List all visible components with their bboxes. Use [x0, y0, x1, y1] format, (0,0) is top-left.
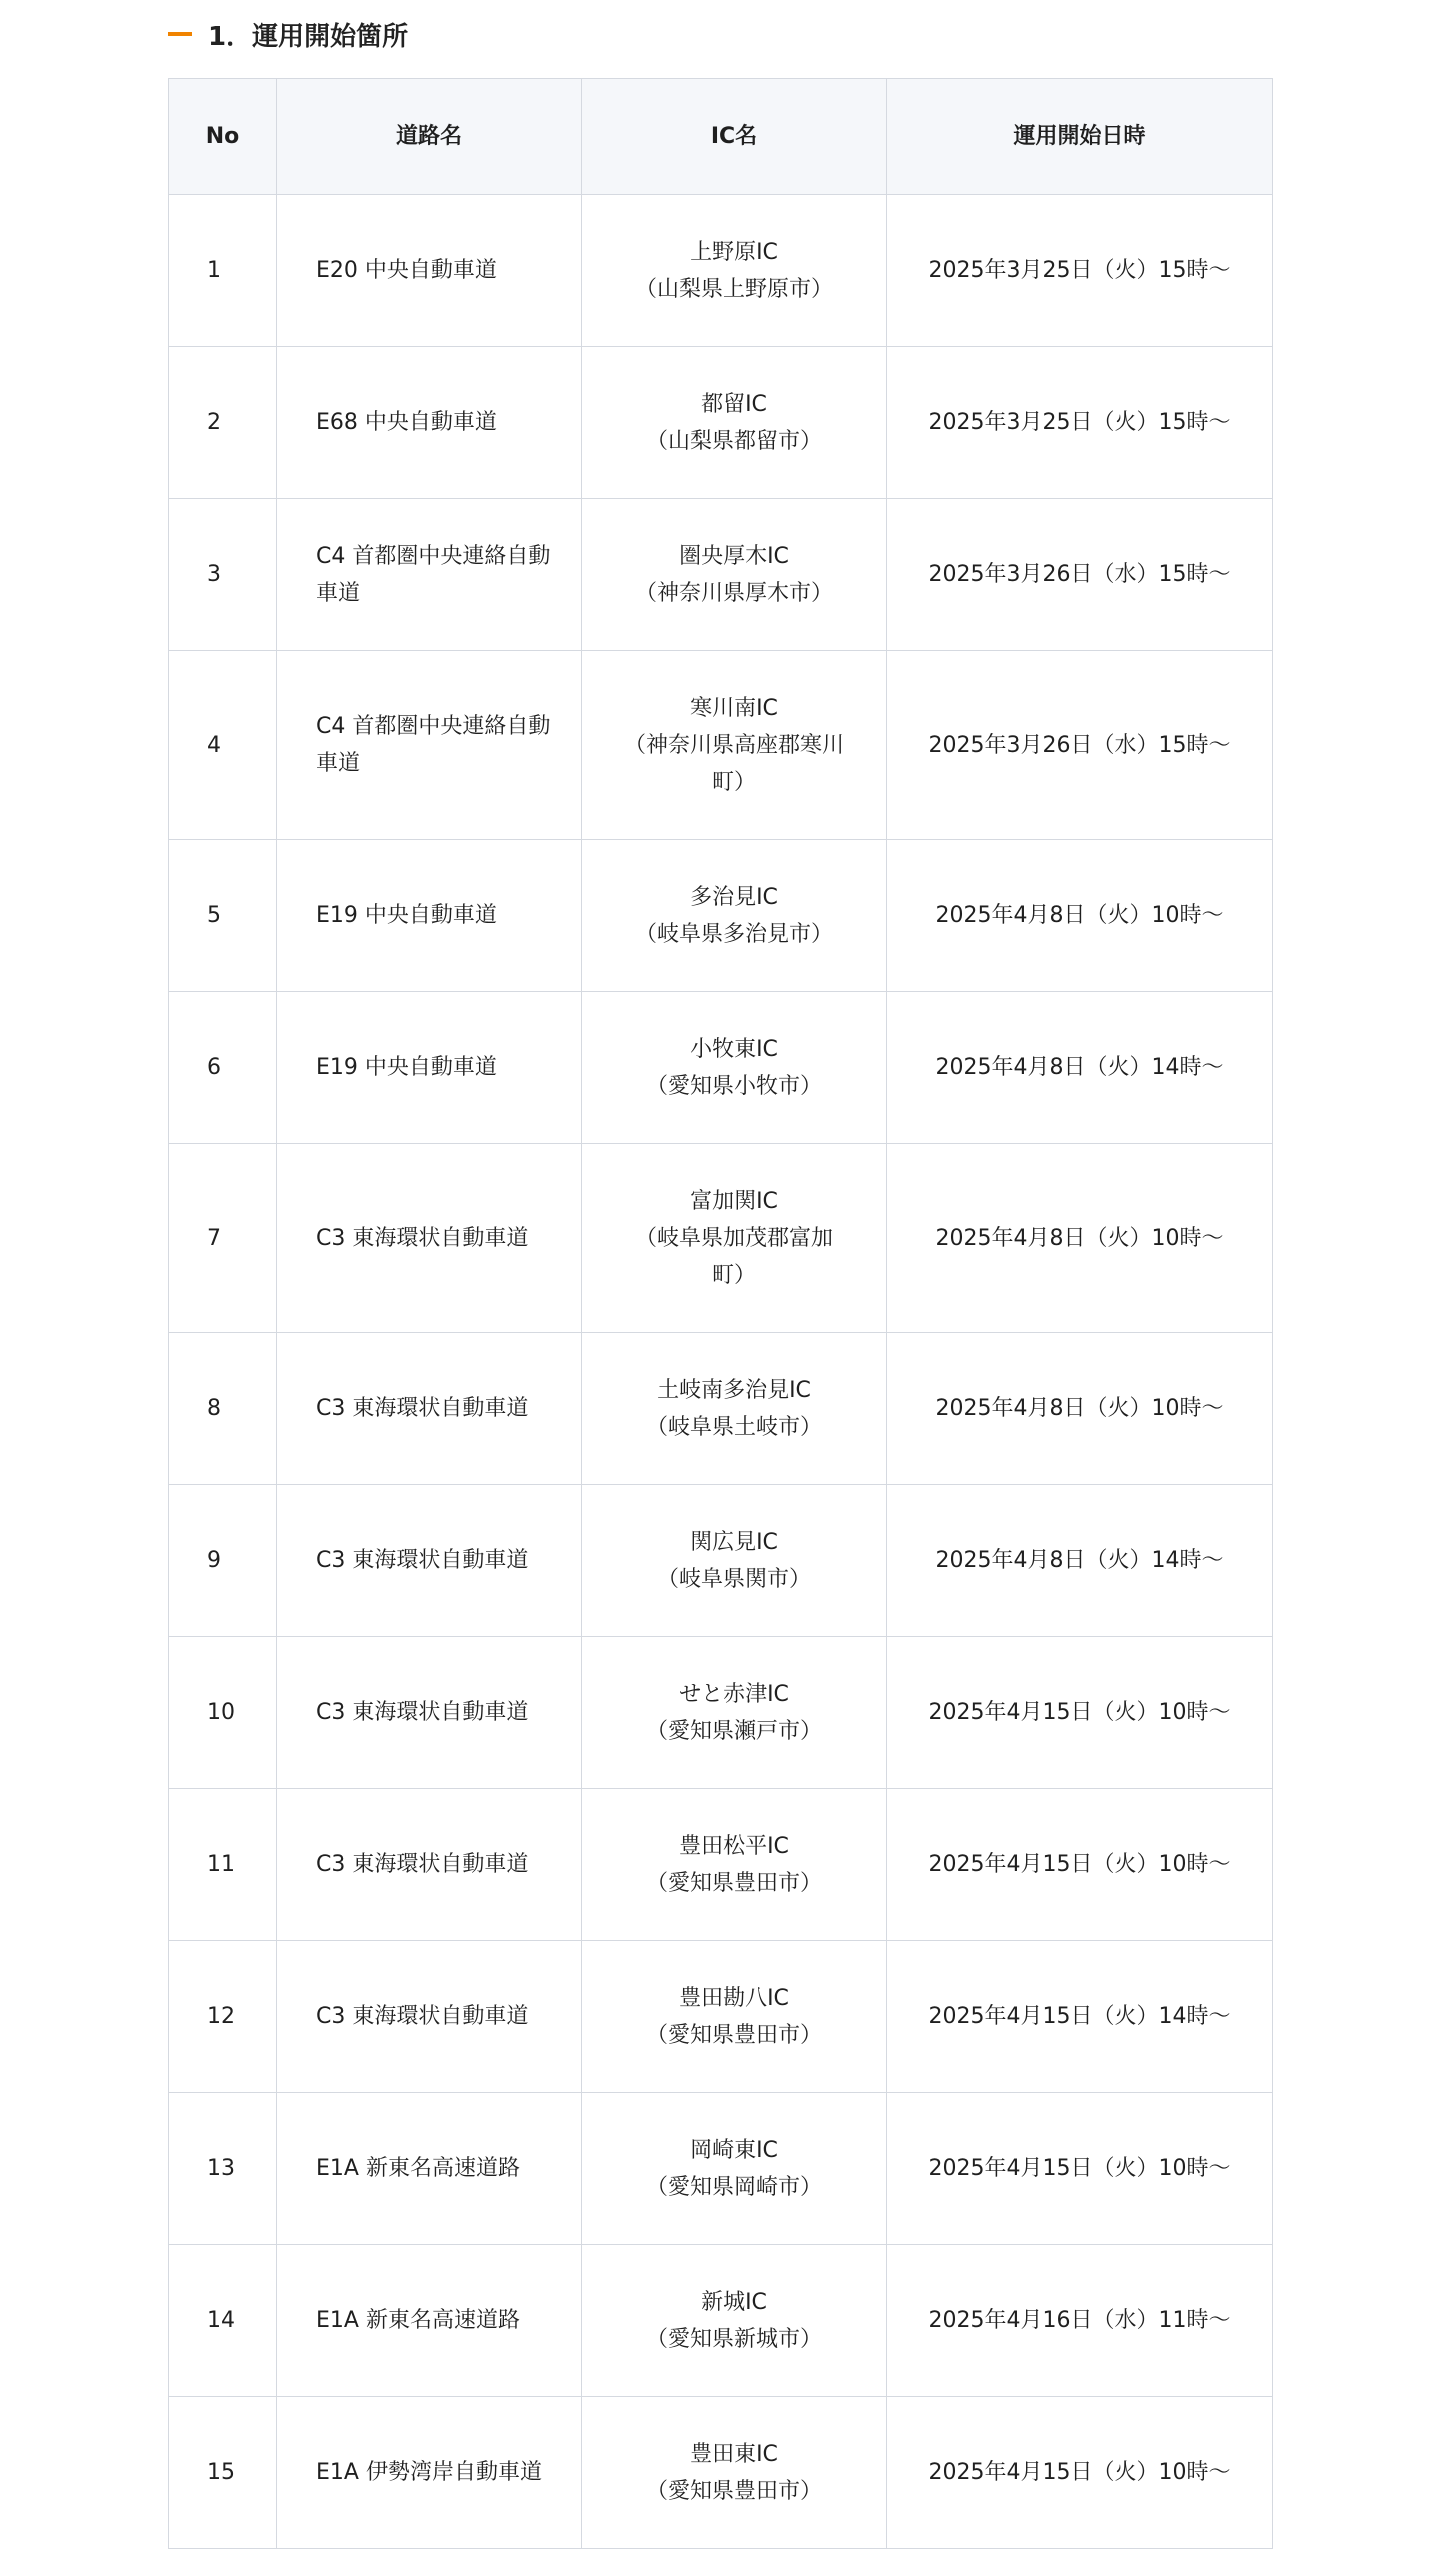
ic-location: （神奈川県高座郡寒川町） — [623, 732, 844, 795]
cell-road-name: C4 首都圏中央連絡自動車道 — [277, 651, 582, 840]
cell-no: 3 — [169, 499, 277, 651]
cell-ic — [582, 1637, 887, 1789]
ic-name: 豊田東IC — [690, 2441, 778, 2467]
cell-road-name: C3 東海環状自動車道 — [277, 1637, 582, 1789]
cell-no: 14 — [169, 2245, 277, 2397]
cell-road-name: E1A 伊勢湾岸自動車道 — [277, 2397, 582, 2549]
cell-start-datetime: 2025年4月15日（火）10時～ — [887, 1637, 1273, 1789]
ic-location: （愛知県小牧市） — [645, 1073, 822, 1099]
cell-no: 2 — [169, 347, 277, 499]
cell-start-datetime: 2025年4月8日（火）10時～ — [887, 1333, 1273, 1485]
section-title: 1．運用開始箇所 — [208, 21, 409, 52]
ic-name: 岡崎東IC — [690, 2137, 778, 2163]
cell-no: 9 — [169, 1485, 277, 1637]
ic-location: （愛知県岡崎市） — [645, 2174, 822, 2200]
cell-road-name: E68 中央自動車道 — [277, 347, 582, 499]
ic-location: （岐阜県土岐市） — [645, 1414, 822, 1440]
ic-name: 小牧東IC — [690, 1036, 778, 1062]
cell-ic — [582, 347, 887, 499]
cell-no: 11 — [169, 1789, 277, 1941]
ic-name: 豊田勘八IC — [679, 1985, 789, 2011]
cell-ic — [582, 1789, 887, 1941]
cell-ic — [582, 840, 887, 992]
table-row — [169, 1333, 1273, 1485]
ic-location: （山梨県上野原市） — [634, 276, 833, 302]
table-header-row — [169, 79, 1273, 195]
cell-road-name: E20 中央自動車道 — [277, 195, 582, 347]
cell-ic — [582, 1485, 887, 1637]
table-row — [169, 1789, 1273, 1941]
ic-name: 富加関IC — [690, 1188, 778, 1214]
cell-no: 13 — [169, 2093, 277, 2245]
cell-no: 10 — [169, 1637, 277, 1789]
cell-road-name: C4 首都圏中央連絡自動車道 — [277, 499, 582, 651]
cell-start-datetime: 2025年4月8日（火）14時～ — [887, 992, 1273, 1144]
ic-name: 都留IC — [701, 391, 767, 417]
table-row — [169, 992, 1273, 1144]
cell-ic — [582, 499, 887, 651]
table-row — [169, 651, 1273, 840]
cell-road-name: C3 東海環状自動車道 — [277, 1485, 582, 1637]
header-start: 運用開始日時 — [887, 79, 1273, 195]
ic-name: 圏央厚木IC — [679, 543, 789, 569]
ic-location: （愛知県豊田市） — [645, 2022, 822, 2048]
ic-name: 新城IC — [701, 2289, 767, 2315]
cell-start-datetime: 2025年4月15日（火）10時～ — [887, 2397, 1273, 2549]
ic-location: （岐阜県関市） — [656, 1566, 811, 1592]
ic-name: せと赤津IC — [679, 1681, 789, 1707]
ic-name: 上野原IC — [690, 239, 778, 265]
cell-ic — [582, 1941, 887, 2093]
table-row — [169, 1485, 1273, 1637]
cell-start-datetime: 2025年4月15日（火）14時～ — [887, 1941, 1273, 2093]
ic-name: 多治見IC — [690, 884, 778, 910]
cell-start-datetime: 2025年3月26日（水）15時～ — [887, 499, 1273, 651]
ic-location: （愛知県瀬戸市） — [645, 1718, 822, 1744]
ic-name: 関広見IC — [690, 1529, 778, 1555]
heading-accent-bar — [168, 32, 192, 36]
cell-road-name: E1A 新東名高速道路 — [277, 2245, 582, 2397]
cell-ic — [582, 2093, 887, 2245]
ic-location: （愛知県豊田市） — [645, 1870, 822, 1896]
cell-road-name: C3 東海環状自動車道 — [277, 1789, 582, 1941]
cell-road-name: E19 中央自動車道 — [277, 840, 582, 992]
cell-road-name: C3 東海環状自動車道 — [277, 1144, 582, 1333]
cell-start-datetime: 2025年4月15日（火）10時～ — [887, 1789, 1273, 1941]
table-row — [169, 347, 1273, 499]
cell-start-datetime: 2025年3月26日（水）15時～ — [887, 651, 1273, 840]
cell-no: 12 — [169, 1941, 277, 2093]
cell-no: 7 — [169, 1144, 277, 1333]
cell-no: 6 — [169, 992, 277, 1144]
table-row — [169, 840, 1273, 992]
cell-ic — [582, 2245, 887, 2397]
cell-road-name: C3 東海環状自動車道 — [277, 1333, 582, 1485]
table-row — [169, 195, 1273, 347]
header-road: 道路名 — [277, 79, 582, 195]
cell-no: 15 — [169, 2397, 277, 2549]
cell-ic — [582, 992, 887, 1144]
cell-ic — [582, 195, 887, 347]
cell-road-name: C3 東海環状自動車道 — [277, 1941, 582, 2093]
cell-start-datetime: 2025年4月16日（水）11時～ — [887, 2245, 1273, 2397]
cell-start-datetime: 2025年4月8日（火）10時～ — [887, 1144, 1273, 1333]
ic-name: 寒川南IC — [690, 695, 778, 721]
cell-no: 5 — [169, 840, 277, 992]
ic-location: （神奈川県厚木市） — [634, 580, 833, 606]
cell-ic — [582, 2397, 887, 2549]
table-row — [169, 1941, 1273, 2093]
ic-location: （岐阜県加茂郡富加町） — [634, 1225, 833, 1288]
table-row — [169, 499, 1273, 651]
cell-start-datetime: 2025年4月8日（火）14時～ — [887, 1485, 1273, 1637]
cell-ic — [582, 1144, 887, 1333]
cell-ic — [582, 1333, 887, 1485]
ic-location: （山梨県都留市） — [645, 428, 822, 454]
ic-name: 豊田松平IC — [679, 1833, 789, 1859]
table-row — [169, 1637, 1273, 1789]
header-ic: IC名 — [582, 79, 887, 195]
ic-location: （愛知県新城市） — [645, 2326, 822, 2352]
cell-road-name: E1A 新東名高速道路 — [277, 2093, 582, 2245]
cell-no: 8 — [169, 1333, 277, 1485]
cell-no: 4 — [169, 651, 277, 840]
cell-start-datetime: 2025年4月15日（火）10時～ — [887, 2093, 1273, 2245]
cell-start-datetime: 2025年4月8日（火）10時～ — [887, 840, 1273, 992]
cell-road-name: E19 中央自動車道 — [277, 992, 582, 1144]
ic-location: （岐阜県多治見市） — [634, 921, 833, 947]
table-row — [169, 2093, 1273, 2245]
header-no: No — [169, 79, 277, 195]
cell-start-datetime: 2025年3月25日（火）15時～ — [887, 195, 1273, 347]
table-body — [169, 195, 1273, 2549]
table-row — [169, 2245, 1273, 2397]
cell-start-datetime: 2025年3月25日（火）15時～ — [887, 347, 1273, 499]
cell-ic — [582, 651, 887, 840]
cell-no: 1 — [169, 195, 277, 347]
section-heading — [168, 14, 408, 54]
ic-opening-table — [168, 78, 1273, 2549]
table-row — [169, 2397, 1273, 2549]
ic-location: （愛知県豊田市） — [645, 2478, 822, 2504]
ic-name: 土岐南多治見IC — [657, 1377, 811, 1403]
table-row — [169, 1144, 1273, 1333]
